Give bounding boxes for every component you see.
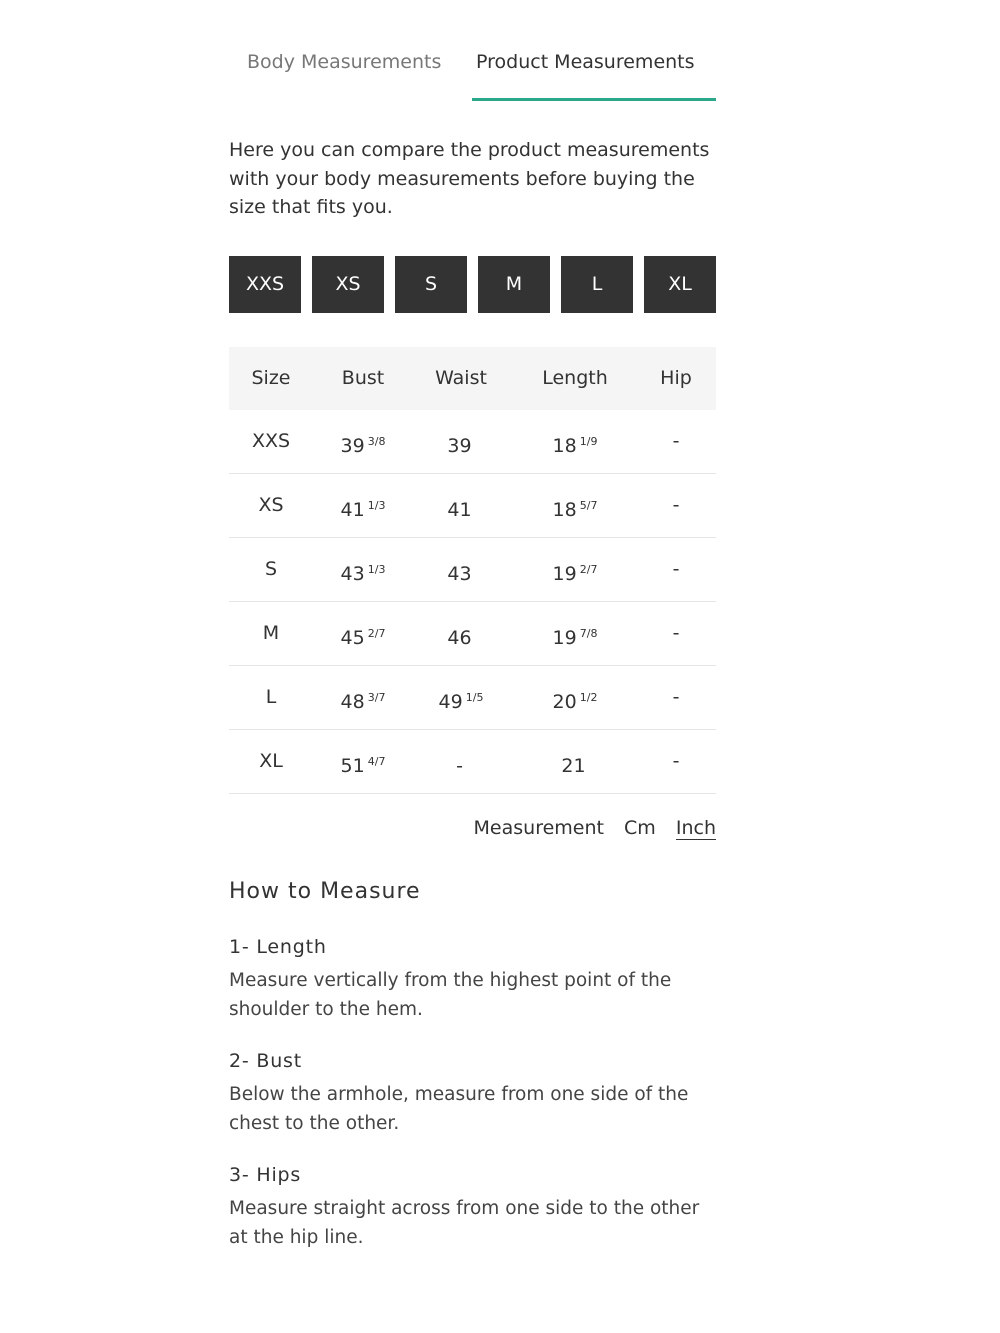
- size-button-xs[interactable]: XS: [312, 256, 384, 313]
- cell-bust-fraction: 1/3: [367, 563, 386, 576]
- measure-step-length: [229, 933, 716, 1024]
- cell-bust-whole: 41: [340, 499, 365, 521]
- cell-waist-whole: 39: [447, 435, 472, 457]
- measurement-table: [229, 347, 716, 794]
- cell-bust-whole: 45: [340, 627, 365, 649]
- cell-hip: -: [672, 750, 680, 772]
- unit-toggle: [474, 814, 716, 844]
- cell-waist-fraction: 1/5: [465, 691, 484, 704]
- cell-waist-whole: 43: [447, 563, 472, 585]
- cell-waist: [413, 474, 509, 537]
- size-selector: [229, 256, 716, 313]
- size-button-s[interactable]: S: [395, 256, 467, 313]
- cell-bust-fraction: 4/7: [367, 755, 386, 768]
- cell-bust-fraction: 2/7: [367, 627, 386, 640]
- size-guide-panel: [229, 0, 716, 1248]
- tab-product-measurements[interactable]: Product Measurements: [476, 51, 695, 73]
- cell-length-fraction: 5/7: [579, 499, 598, 512]
- active-tab-indicator: [472, 98, 716, 101]
- cell-length-fraction: 1/9: [579, 435, 598, 448]
- cell-length-whole: 18: [552, 499, 577, 521]
- cell-bust: [313, 474, 413, 537]
- measure-step-bust: [229, 1047, 716, 1138]
- cell-bust: [313, 538, 413, 601]
- cell-length-fraction: 2/7: [579, 563, 598, 576]
- cell-length-whole: 21: [561, 755, 586, 777]
- cell-length-whole: 19: [552, 627, 577, 649]
- cell-size: L: [265, 686, 277, 708]
- cell-bust-whole: 39: [340, 435, 365, 457]
- cell-waist: [413, 602, 509, 665]
- table-row: [229, 538, 716, 602]
- cell-length: [509, 730, 641, 793]
- cell-waist-whole: -: [456, 755, 463, 777]
- cell-hip: -: [672, 494, 680, 516]
- table-row: [229, 474, 716, 538]
- unit-inch-button[interactable]: Inch: [675, 817, 716, 839]
- header-size: Size: [251, 367, 291, 389]
- table-header: [229, 347, 716, 410]
- cell-size: XXS: [251, 430, 291, 452]
- table-row: [229, 602, 716, 666]
- cell-bust-whole: 51: [340, 755, 365, 777]
- cell-waist: [413, 538, 509, 601]
- step-text: Measure straight across from one side to the other at the hip line.: [229, 1198, 700, 1248]
- cell-size: XS: [258, 494, 284, 516]
- tab-body-measurements[interactable]: Body Measurements: [247, 51, 442, 73]
- cell-hip: -: [672, 558, 680, 580]
- cell-bust: [313, 602, 413, 665]
- cell-bust-fraction: 3/7: [367, 691, 386, 704]
- cell-length: [509, 474, 641, 537]
- cell-hip: -: [672, 622, 680, 644]
- cell-length-fraction: 1/2: [579, 691, 598, 704]
- cell-length: [509, 602, 641, 665]
- header-waist: Waist: [435, 367, 487, 389]
- unit-label: Measurement: [473, 817, 604, 839]
- cell-length-fraction: 7/8: [579, 627, 598, 640]
- size-button-xl[interactable]: XL: [644, 256, 716, 313]
- cell-waist: [413, 410, 509, 473]
- cell-bust-whole: 43: [340, 563, 365, 585]
- cell-waist-whole: 46: [447, 627, 472, 649]
- cell-bust-fraction: 1/3: [367, 499, 386, 512]
- cell-size: S: [264, 558, 278, 580]
- cell-hip: -: [672, 686, 680, 708]
- cell-hip: -: [672, 430, 680, 452]
- step-text: Measure vertically from the highest point of the shoulder to the hem.: [229, 970, 672, 1020]
- cell-size: XL: [259, 750, 283, 772]
- cell-bust: [313, 730, 413, 793]
- step-title: 1- Length: [229, 936, 327, 958]
- step-title: 2- Bust: [229, 1050, 303, 1072]
- cell-waist-whole: 49: [438, 691, 463, 713]
- step-text: Below the armhole, measure from one side of the chest to the other.: [229, 1084, 689, 1134]
- cell-waist: [413, 730, 509, 793]
- cell-size: M: [262, 622, 280, 644]
- cell-length: [509, 666, 641, 729]
- cell-bust-fraction: 3/8: [367, 435, 386, 448]
- cell-length: [509, 410, 641, 473]
- cell-length-whole: 20: [552, 691, 577, 713]
- cell-length-whole: 19: [552, 563, 577, 585]
- cell-length-whole: 18: [552, 435, 577, 457]
- step-title: 3- Hips: [229, 1164, 302, 1186]
- cell-bust: [313, 410, 413, 473]
- how-to-measure-title: How to Measure: [229, 879, 421, 904]
- table-row: [229, 666, 716, 730]
- unit-cm-button[interactable]: Cm: [624, 817, 656, 839]
- measurement-tabs: [229, 0, 716, 102]
- intro-text: Here you can compare the product measurements with your body measurements before buying the size that fits you.: [229, 139, 710, 218]
- table-row: [229, 730, 716, 794]
- header-hip: Hip: [660, 367, 692, 389]
- cell-waist-whole: 41: [447, 499, 472, 521]
- cell-bust: [313, 666, 413, 729]
- size-button-l[interactable]: L: [561, 256, 633, 313]
- table-row: [229, 410, 716, 474]
- header-bust: Bust: [341, 367, 385, 389]
- cell-length: [509, 538, 641, 601]
- cell-bust-whole: 48: [340, 691, 365, 713]
- size-button-m[interactable]: M: [478, 256, 550, 313]
- measure-step-hips: [229, 1161, 716, 1252]
- cell-waist: [413, 666, 509, 729]
- header-length: Length: [542, 367, 608, 389]
- size-button-xxs[interactable]: XXS: [229, 256, 301, 313]
